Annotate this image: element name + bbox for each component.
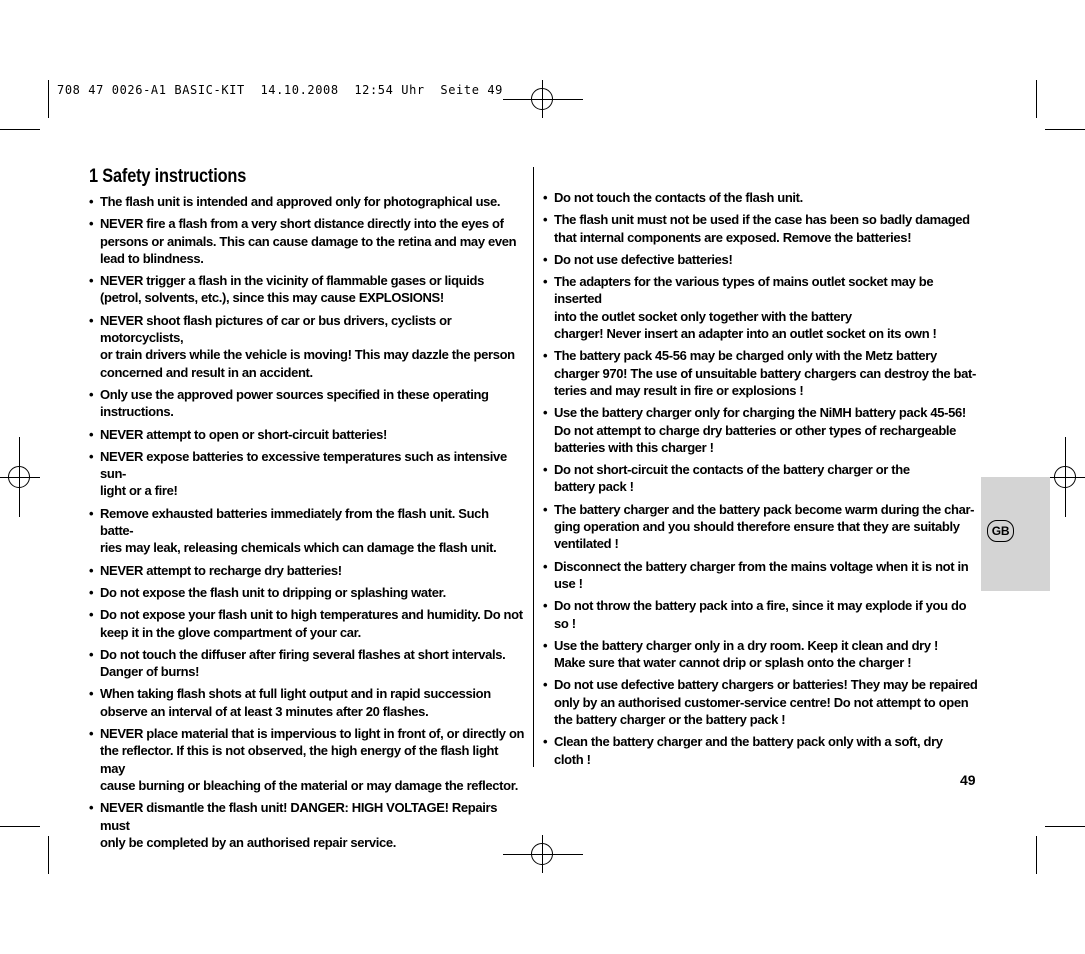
safety-item: • NEVER fire a flash from a very short distance directly into the eyes of persons or animals. This can cause damage to the retina and may even lead to blindness.: [89, 215, 525, 267]
safety-item: • Do not touch the diffuser after firing several flashes at short intervals. Danger of burns!: [89, 646, 525, 681]
safety-item: • Do not use defective battery chargers or batteries! They may be repaired only by an authorised customer-service centre! Do not attempt to open the battery charger or the battery pack !: [543, 676, 983, 728]
safety-item: • Disconnect the battery charger from the mains voltage when it is not in use !: [543, 558, 983, 593]
safety-item: • Do not expose your flash unit to high temperatures and humidity. Do not keep it in the glove compartment of your car.: [89, 606, 525, 641]
page-title: 1 Safety instructions: [89, 166, 247, 187]
safety-item: • The adapters for the various types of mains outlet socket may be inserted into the outlet socket only together with the battery charger! Never insert an adapter into an outlet socket on its own !: [543, 273, 983, 342]
safety-item: • NEVER dismantle the flash unit! DANGER: HIGH VOLTAGE! Repairs must only be completed by an authorised repair service.: [89, 799, 525, 851]
safety-item: • The flash unit is intended and approved only for photographical use.: [89, 193, 525, 210]
safety-item: • The battery charger and the battery pack become warm during the char- ging operation and you should therefore ensure that they are suitably ventilated !: [543, 501, 983, 553]
page-number: 49: [960, 772, 976, 788]
safety-item: • The flash unit must not be used if the case has been so badly damaged that internal components are exposed. Remove the batteries!: [543, 211, 983, 246]
safety-item: • The battery pack 45-56 may be charged only with the Metz battery charger 970! The use of unsuitable battery chargers can destroy the bat- teries and may result in fire or explosions !: [543, 347, 983, 399]
safety-item: • Do not expose the flash unit to dripping or splashing water.: [89, 584, 525, 601]
left-safety-list: [89, 193, 525, 856]
safety-item: • Do not short-circuit the contacts of the battery charger or the battery pack !: [543, 461, 983, 496]
safety-item: • When taking flash shots at full light output and in rapid succession observe an interval of at least 3 minutes after 20 flashes.: [89, 685, 525, 720]
safety-item: • Clean the battery charger and the battery pack only with a soft, dry cloth !: [543, 733, 983, 768]
safety-item: • Do not touch the contacts of the flash unit.: [543, 189, 983, 206]
safety-item: • Remove exhausted batteries immediately from the flash unit. Such batte- ries may leak, releasing chemicals which can damage the flash unit.: [89, 505, 525, 557]
safety-item: • Do not use defective batteries!: [543, 251, 983, 268]
column-divider: [533, 167, 534, 767]
language-badge: GB: [987, 520, 1014, 542]
right-safety-list: [543, 189, 983, 773]
safety-item: • NEVER place material that is impervious to light in front of, or directly on the reflector. If this is not observed, the high energy of the flash light may cause burning or bleaching of the material or may damage the reflector.: [89, 725, 525, 794]
safety-item: • Use the battery charger only in a dry room. Keep it clean and dry ! Make sure that water cannot drip or splash onto the charger !: [543, 637, 983, 672]
safety-item: • NEVER trigger a flash in the vicinity of flammable gases or liquids (petrol, solvents, etc.), since this may cause EXPLOSIONS!: [89, 272, 525, 307]
safety-item: • Only use the approved power sources specified in these operating instructions.: [89, 386, 525, 421]
safety-item: • Use the battery charger only for charging the NiMH battery pack 45-56! Do not attempt to charge dry batteries or other types of rechargeable batteries with this charger !: [543, 404, 983, 456]
print-slug: 708 47 0026-A1 BASIC-KIT 14.10.2008 12:54 Uhr Seite 49: [57, 83, 504, 97]
safety-item: • NEVER expose batteries to excessive temperatures such as intensive sun- light or a fire!: [89, 448, 525, 500]
safety-item: • NEVER attempt to recharge dry batteries!: [89, 562, 525, 579]
safety-item: • NEVER attempt to open or short-circuit batteries!: [89, 426, 525, 443]
safety-item: • NEVER shoot flash pictures of car or bus drivers, cyclists or motorcyclists, or train drivers while the vehicle is moving! This may dazzle the person concerned and result in an accident.: [89, 312, 525, 381]
safety-item: • Do not throw the battery pack into a fire, since it may explode if you do so !: [543, 597, 983, 632]
